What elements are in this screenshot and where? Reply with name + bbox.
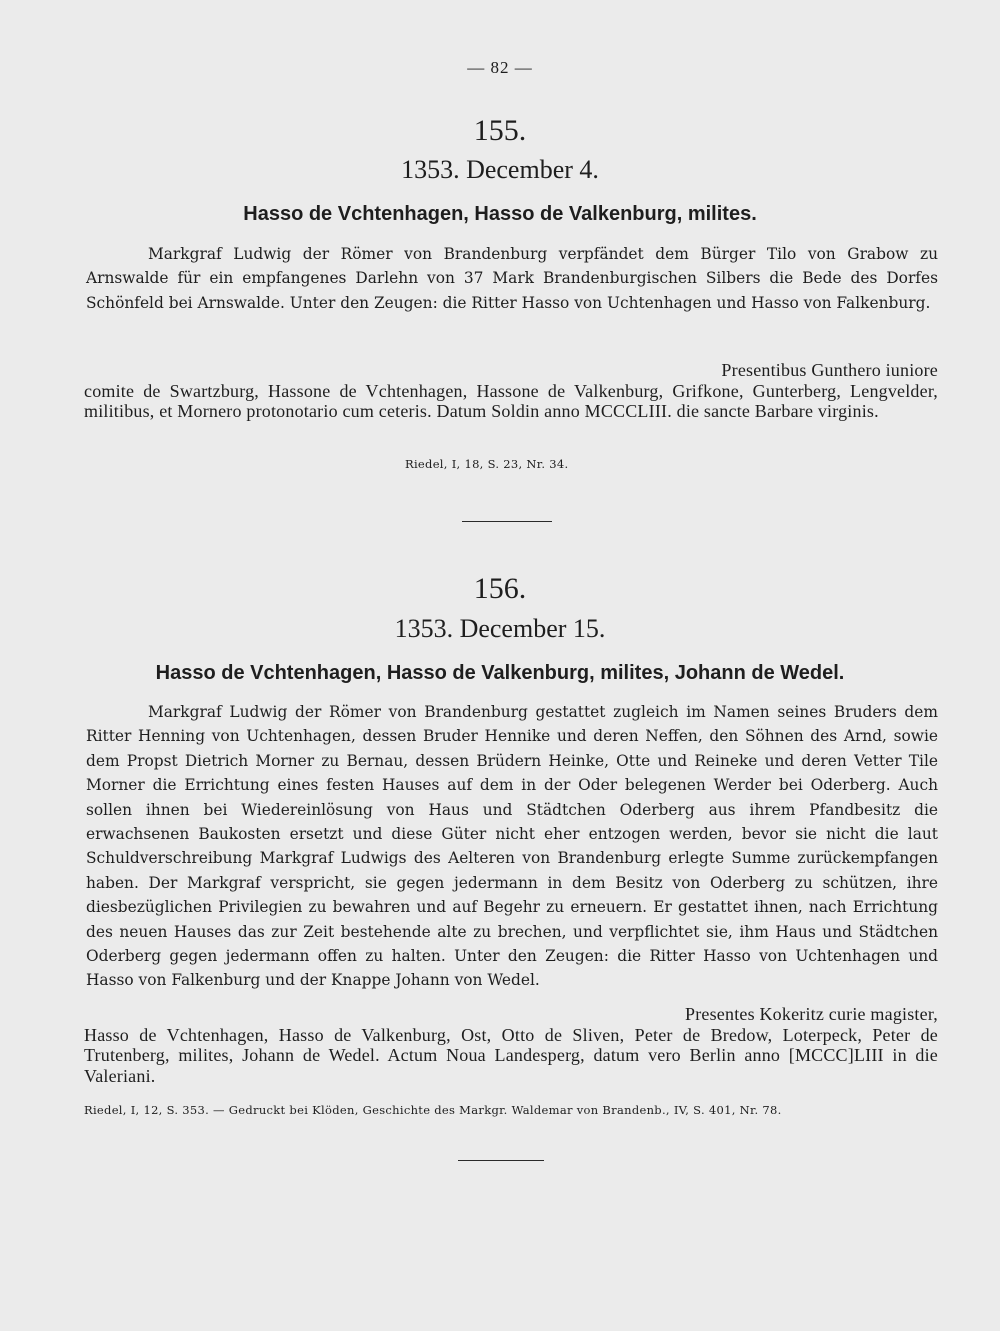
entry-date: 1353. December 4.: [401, 155, 599, 184]
latin-excerpt: [84, 1004, 938, 1086]
latin-excerpt-body: comite de Swartzburg, Hassone de Vchtenhagen, Hassone de Valkenburg, Grifkone, Gunterberg, Lengvelder, militibus, et Mornero protonotario cum ceteris. Datum Soldin anno MCCCLIII. die sancte Barbare virginis.: [84, 380, 938, 421]
page-number: — 82 —: [467, 58, 533, 77]
source-citation: Riedel, I, 18, S. 23, Nr. 34.: [405, 457, 569, 471]
regest-text: Markgraf Ludwig der Römer von Brandenburg verpfändet dem Bürger Tilo von Grabow zu Arnswalde für ein empfangenes Darlehn von 37 Mark Brandenburgischen Silbers die Bede des Dorfes Schönfeld bei Arnswalde. Unter den Zeugen: die Ritter Hasso von Uchtenhagen und Hasso von Falkenburg.: [86, 245, 938, 312]
separator-rule: [458, 1160, 544, 1161]
latin-excerpt-first-line: Presentes Kokeritz curie magister,: [685, 1004, 938, 1024]
entry-number: 155.: [473, 114, 527, 147]
source-citation: Riedel, I, 12, S. 353. — Gedruckt bei Klöden, Geschichte des Markgr. Waldemar von Brandenb., IV, S. 401, Nr. 78.: [84, 1103, 782, 1117]
entry-date: 1353. December 15.: [394, 614, 606, 643]
latin-excerpt: [84, 360, 938, 422]
entry-number: 156.: [473, 572, 527, 605]
latin-excerpt-body: Hasso de Vchtenhagen, Hasso de Valkenburg, Ost, Otto de Sliven, Peter de Bredow, Loterpeck, Peter de Trutenberg, milites, Johann de Wedel. Actum Noua Landesperg, datum vero Berlin anno [MCCC]LIII in die Valeriani.: [84, 1024, 938, 1086]
entry-heading: Hasso de Vchtenhagen, Hasso de Valkenburg, milites, Johann de Wedel.: [155, 662, 845, 684]
latin-excerpt-first-line: Presentibus Gunthero iuniore: [721, 360, 938, 380]
separator-rule: [462, 521, 552, 522]
regest-text: Markgraf Ludwig der Römer von Brandenburg gestattet zugleich im Namen seines Bruders dem Ritter Henning von Uchtenhagen, dessen Bruder Hennike und deren Neffen, den Söhnen des Arnd, sowie dem Propst Dietrich Morner zu Bernau, dessen Brüdern Heinke, Otte und Reineke und deren Vetter Tile Morner die Errichtung eines festen Hauses auf dem in der Oder belegenen Werder bei Oderberg. Auch sollen ihnen bei Wiedereinlösung von Haus und Städtchen Oderberg aus ihrem Pfandbesitz die erwachsenen Baukosten ersetzt und diese Güter nicht eher entzogen werden, bevor sie nicht die laut Schuldverschreibung Markgraf Ludwigs des Aelteren von Brandenburg erlegte Summe zurückempfangen haben. Der Markgraf verspricht, sie gegen jedermann in dem Besitz von Oderberg zu schützen, ihre diesbezüglichen Privilegien zu bewahren und auf Begehr zu erneuern. Er gestattet ihnen, nach Errichtung des neuen Hauses das zur Zeit bestehende alte zu brechen, und verpflichtet sie, ihm Haus und Städtchen Oderberg gegen jedermann offen zu halten. Unter den Zeugen: die Ritter Hasso von Uchtenhagen und Hasso von Falkenburg und der Knappe Johann von Wedel.: [86, 703, 938, 990]
entry-heading: Hasso de Vchtenhagen, Hasso de Valkenburg, milites.: [243, 203, 757, 225]
